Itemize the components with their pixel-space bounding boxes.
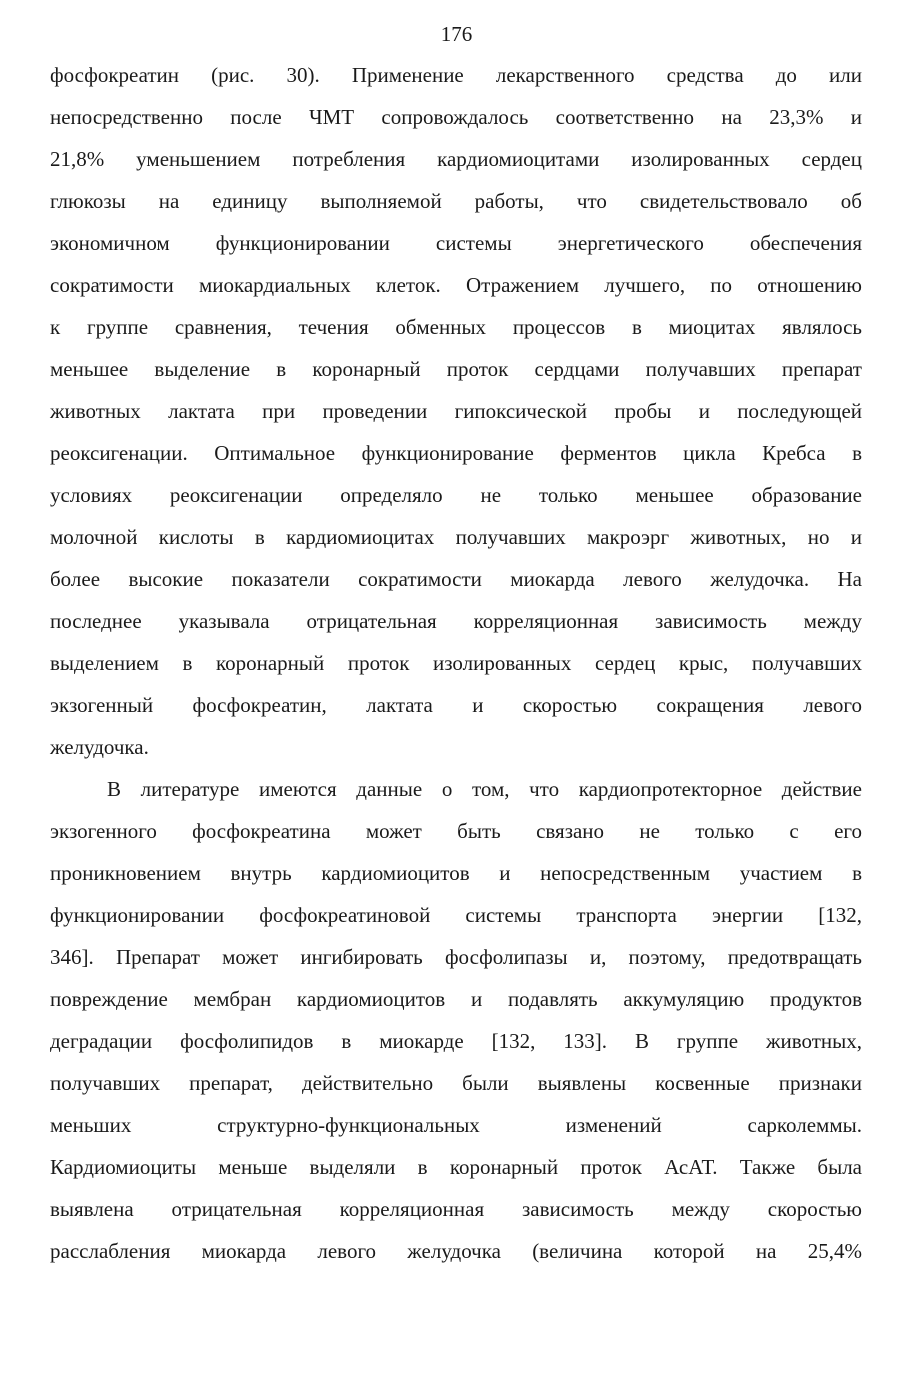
text-line: последнее указывала отрицательная корреляционная зависимость между: [50, 609, 862, 633]
text-line: фосфокреатин (рис. 30). Применение лекарственного средства до или: [50, 63, 862, 87]
text-line: деградации фосфолипидов в миокарде [132, 133]. В группе животных,: [50, 1029, 862, 1053]
text-line: 346]. Препарат может ингибировать фосфолипазы и, поэтому, предотвращать: [50, 945, 862, 969]
text-line: экономичном функционировании системы энергетического обеспечения: [50, 231, 862, 255]
text-line: функционировании фосфокреатиновой системы транспорта энергии [132,: [50, 903, 862, 927]
text-line: расслабления миокарда левого желудочка (величина которой на 25,4%: [50, 1239, 862, 1263]
text-line: желудочка.: [50, 735, 149, 759]
text-line: проникновением внутрь кардиомиоцитов и непосредственным участием в: [50, 861, 862, 885]
text-line: повреждение мембран кардиомиоцитов и подавлять аккумуляцию продуктов: [50, 987, 862, 1011]
text-line: животных лактата при проведении гипоксической пробы и последующей: [50, 399, 862, 423]
text-line: молочной кислоты в кардиомиоцитах получавших макроэрг животных, но и: [50, 525, 862, 549]
text-line: реоксигенации. Оптимальное функционирование ферментов цикла Кребса в: [50, 441, 862, 465]
page-number: 176: [440, 22, 473, 46]
text-line: сократимости миокардиальных клеток. Отражением лучшего, по отношению: [50, 273, 862, 297]
text-line: выявлена отрицательная корреляционная зависимость между скоростью: [50, 1197, 862, 1221]
text-line: выделением в коронарный проток изолированных сердец крыс, получавших: [50, 651, 862, 675]
text-line: меньших структурно-функциональных изменений сарколеммы.: [50, 1113, 862, 1137]
text-line: меньшее выделение в коронарный проток сердцами получавших препарат: [50, 357, 862, 381]
text-line: экзогенного фосфокреатина может быть связано не только с его: [50, 819, 862, 843]
text-line: глюкозы на единицу выполняемой работы, что свидетельствовало об: [50, 189, 862, 213]
text-line: непосредственно после ЧМТ сопровождалось соответственно на 23,3% и: [50, 105, 862, 129]
text-line: экзогенный фосфокреатин, лактата и скоростью сокращения левого: [50, 693, 862, 717]
text-line: более высокие показатели сократимости миокарда левого желудочка. На: [50, 567, 862, 591]
text-line: условиях реоксигенации определяло не только меньшее образование: [50, 483, 862, 507]
text-line: В литературе имеются данные о том, что кардиопротекторное действие: [107, 777, 862, 801]
text-line: получавших препарат, действительно были выявлены косвенные признаки: [50, 1071, 862, 1095]
text-line: к группе сравнения, течения обменных процессов в миоцитах являлось: [50, 315, 862, 339]
text-line: Кардиомиоциты меньше выделяли в коронарный проток АсАТ. Также была: [50, 1155, 862, 1179]
text-line: 21,8% уменьшением потребления кардиомиоцитами изолированных сердец: [50, 147, 862, 171]
